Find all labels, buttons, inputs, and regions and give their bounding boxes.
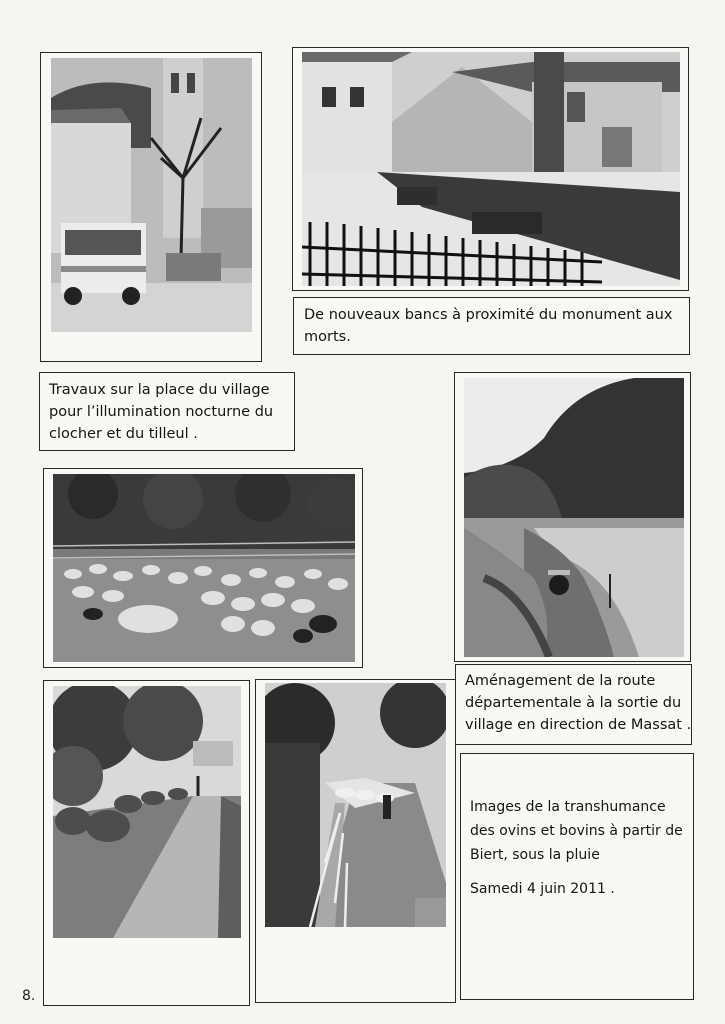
caption-transhumance-line-1: Images de la transhumance — [470, 799, 666, 815]
caption-village-square-line-3: clocher et du tilleul . — [49, 426, 198, 442]
caption-village-square-line-2: pour l’illumination nocturne du — [49, 404, 274, 420]
benches-photo — [302, 52, 680, 286]
caption-road-line-2: départementale à la sortie du — [465, 695, 682, 711]
church-truck-photo — [51, 58, 252, 332]
sheep-road-photo — [53, 686, 241, 938]
caption-village-square — [49, 379, 289, 445]
caption-road-line-1: Aménagement de la route — [465, 673, 656, 689]
caption-road — [465, 670, 692, 736]
caption-benches-line-1: De nouveaux bancs à proximité du monument aux — [304, 307, 673, 323]
caption-village-square-line-1: Travaux sur la place du village — [49, 382, 270, 398]
page-number: 8. — [22, 988, 36, 1004]
caption-benches — [304, 304, 684, 348]
caption-benches-line-2: morts. — [304, 329, 351, 345]
sheep-flock-photo — [53, 474, 355, 662]
caption-transhumance-date: Samedi 4 juin 2011 . — [470, 881, 615, 897]
road-photo — [464, 378, 684, 657]
caption-transhumance-line-3: Biert, sous la pluie — [470, 847, 600, 863]
sheep-path-photo — [265, 683, 446, 927]
caption-transhumance-line-2: des ovins et bovins à partir de — [470, 823, 683, 839]
caption-transhumance — [470, 795, 690, 901]
caption-road-line-3: village en direction de Massat . — [465, 717, 692, 733]
